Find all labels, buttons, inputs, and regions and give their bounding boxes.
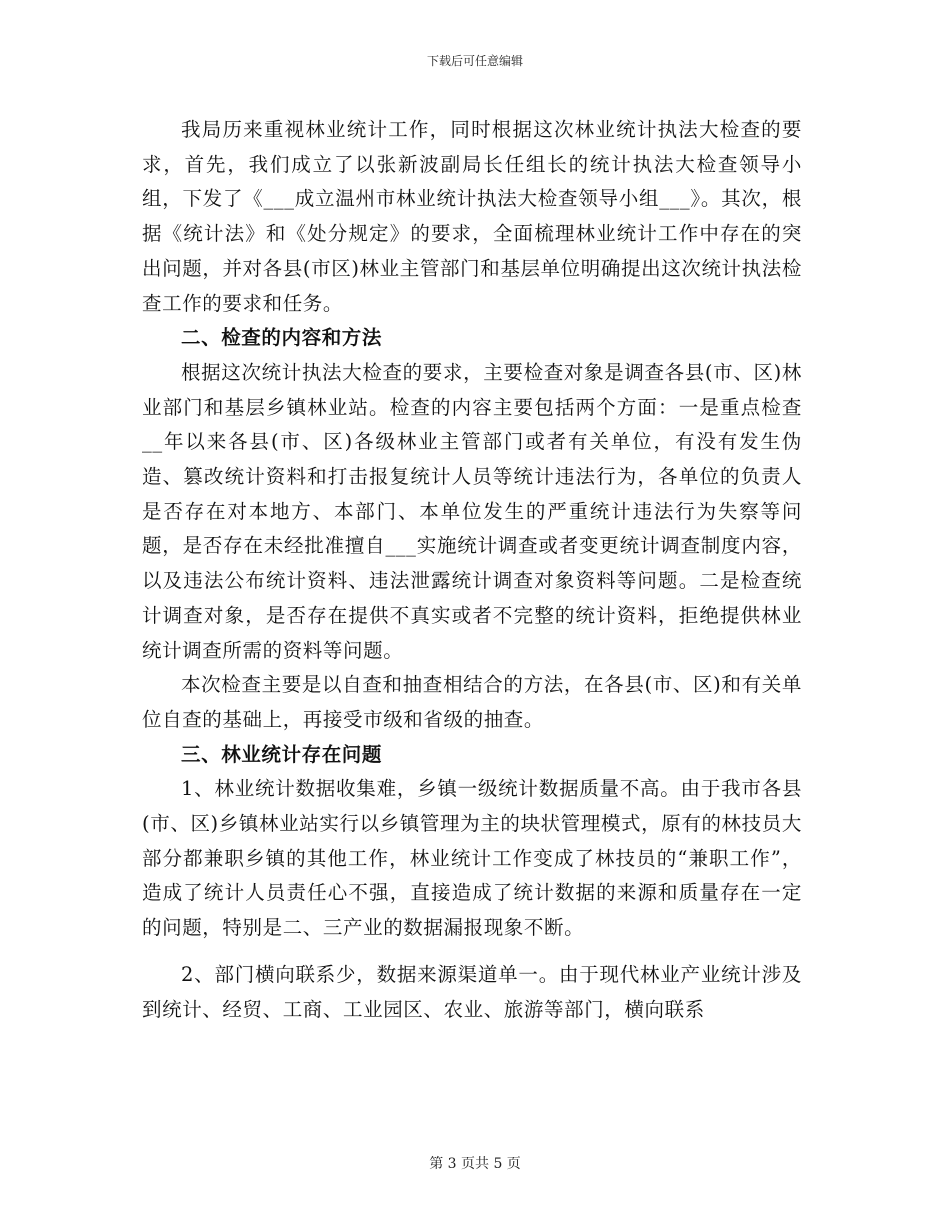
page-header-note: 下载后可任意编辑 bbox=[426, 54, 523, 68]
paragraph-problem-2: 2、部门横向联系少，数据来源渠道单一。由于现代林业产业统计涉及到统计、经贸、工商、工业园区、农业、旅游等部门，横向联系 bbox=[142, 962, 802, 1021]
paragraph-intro: 我局历来重视林业统计工作，同时根据这次林业统计执法大检查的要求，首先，我们成立了以张新波副局长任组长的统计执法大检查领导小组，下发了《___成立温州市林业统计执法大检查领导小组___》。其次，根据《统计法》和《处分规定》的要求，全面梳理林业统计工作中存在的突出问题，并对各县(市区)林业主管部门和基层单位明确提出这次统计执法检查工作的要求和任务。 bbox=[142, 118, 802, 315]
document-body bbox=[142, 113, 802, 1027]
paragraph-inspection-method: 本次检查主要是以自查和抽查相结合的方法，在各县(市、区)和有关单位自查的基础上，再接受市级和省级的抽查。 bbox=[142, 673, 802, 731]
paragraph-inspection-content: 根据这次统计执法大检查的要求，主要检查对象是调查各县(市、区)林业部门和基层乡镇林业站。检查的内容主要包括两个方面：一是重点检查__年以来各县(市、区)各级林业主管部门或者有关单位，有没有发生伪造、篡改统计资料和打击报复统计人员等统计违法行为，各单位的负责人是否存在对本地方、本部门、本单位发生的严重统计违法行为失察等问题，是否存在未经批准擅自___实施统计调查或者变更统计调查制度内容，以及违法公布统计资料、违法泄露统计调查对象资料等问题。二是检查统计调查对象，是否存在提供不真实或者不完整的统计资料，拒绝提供林业统计调查所需的资料等问题。 bbox=[142, 360, 802, 662]
section-heading-2: 二、检查的内容和方法 bbox=[181, 326, 383, 350]
paragraph-problem-1: 1、林业统计数据收集难，乡镇一级统计数据质量不高。由于我市各县(市、区)乡镇林业站实行以乡镇管理为主的块状管理模式，原有的林技员大部分都兼职乡镇的其他工作，林业统计工作变成了林技员的“兼职工作”，造成了统计人员责任心不强，直接造成了统计数据的来源和质量存在一定的问题，特别是二、三产业的数据漏报现象不断。 bbox=[142, 777, 802, 940]
page-number: 第 3 页共 5 页 bbox=[429, 1156, 521, 1172]
section-heading-3: 三、林业统计存在问题 bbox=[181, 742, 383, 766]
